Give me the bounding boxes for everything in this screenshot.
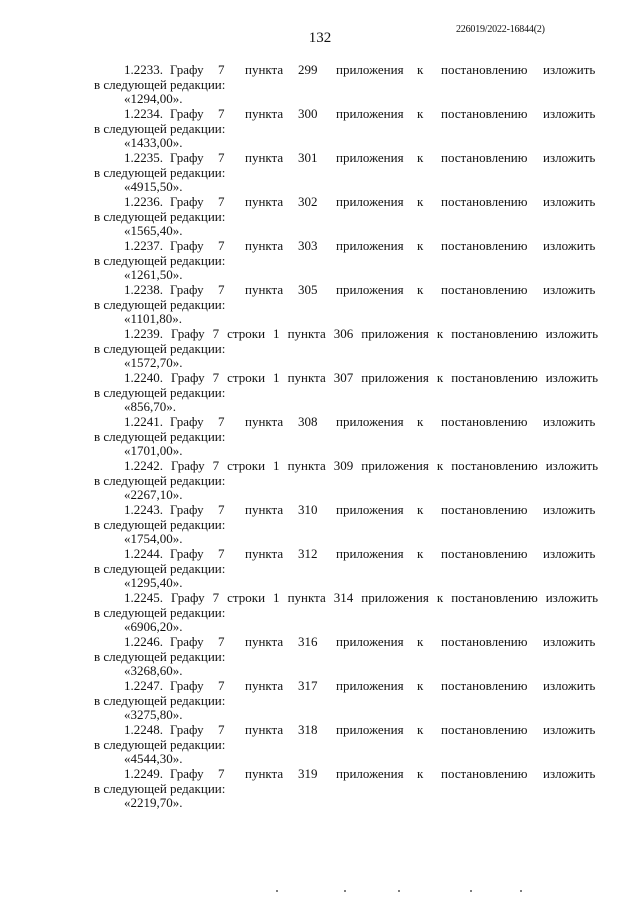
new-value-line	[0, 531, 640, 546]
new-value-line	[0, 179, 640, 194]
amendment-item	[0, 414, 640, 458]
word-postanovleniyu: постановлению	[441, 150, 528, 165]
word-grafu: Графу	[170, 62, 204, 77]
continuation-line	[0, 297, 640, 312]
word-k: к	[417, 62, 424, 77]
word-punkta: пункта	[245, 634, 284, 649]
amendment-item	[0, 238, 640, 282]
column-number: 7	[218, 414, 225, 429]
word-izlozhit: изложить	[543, 766, 596, 781]
amendment-line	[0, 62, 640, 77]
new-value: «856,70».	[124, 399, 176, 414]
new-value: «1294,00».	[124, 91, 183, 106]
new-value: «6906,20».	[124, 619, 183, 634]
column-number: 7	[218, 106, 225, 121]
punkt-number: 317	[298, 678, 318, 693]
word-k: к	[417, 678, 424, 693]
word-punkta: пункта	[245, 678, 284, 693]
amendment-text: 1.2242. Графу 7 строки 1 пункта 309 приложения к постановлению изложить	[124, 458, 598, 473]
word-punkta: пункта	[245, 62, 284, 77]
continuation-text: в следующей редакции:	[94, 472, 226, 488]
word-prilozheniya: приложения	[336, 678, 404, 693]
new-value: «1101,80».	[124, 311, 183, 326]
amendment-line	[0, 634, 640, 649]
amendment-item	[0, 722, 640, 766]
punkt-number: 305	[298, 282, 318, 297]
punkt-number: 299	[298, 62, 318, 77]
word-postanovleniyu: постановлению	[441, 238, 528, 253]
word-k: к	[417, 106, 424, 121]
amendment-text: 1.2245. Графу 7 строки 1 пункта 314 приложения к постановлению изложить	[124, 590, 598, 605]
continuation-line	[0, 385, 640, 400]
new-value-line	[0, 399, 640, 414]
punkt-number: 300	[298, 106, 318, 121]
punkt-number: 303	[298, 238, 318, 253]
new-value-line	[0, 487, 640, 502]
new-value-line	[0, 751, 640, 766]
column-number: 7	[218, 194, 225, 209]
continuation-text: в следующей редакции:	[94, 736, 226, 752]
word-k: к	[417, 238, 424, 253]
column-number: 7	[218, 634, 225, 649]
word-punkta: пункта	[245, 502, 284, 517]
word-punkta: пункта	[245, 414, 284, 429]
item-number: 1.2233.	[124, 62, 163, 77]
amendment-item	[0, 194, 640, 238]
amendment-item	[0, 546, 640, 590]
word-prilozheniya: приложения	[336, 282, 404, 297]
continuation-text: в следующей редакции:	[94, 252, 226, 268]
word-grafu: Графу	[170, 150, 204, 165]
new-value: «1565,40».	[124, 223, 183, 238]
word-grafu: Графу	[170, 678, 204, 693]
word-postanovleniyu: постановлению	[441, 414, 528, 429]
new-value: «2219,70».	[124, 795, 183, 810]
new-value: «4544,30».	[124, 751, 183, 766]
word-k: к	[417, 282, 424, 297]
new-value: «1261,50».	[124, 267, 183, 282]
amendment-line	[0, 370, 640, 385]
word-k: к	[417, 546, 424, 561]
column-number: 7	[218, 546, 225, 561]
word-izlozhit: изложить	[543, 414, 596, 429]
continuation-text: в следующей редакции:	[94, 648, 226, 664]
punkt-number: 308	[298, 414, 318, 429]
continuation-line	[0, 649, 640, 664]
word-prilozheniya: приложения	[336, 62, 404, 77]
amendment-line	[0, 590, 640, 605]
continuation-line	[0, 517, 640, 532]
continuation-text: в следующей редакции:	[94, 516, 226, 532]
item-number: 1.2237.	[124, 238, 163, 253]
new-value-line	[0, 619, 640, 634]
word-grafu: Графу	[170, 502, 204, 517]
amendment-item	[0, 106, 640, 150]
column-number: 7	[218, 678, 225, 693]
new-value: «2267,10».	[124, 487, 183, 502]
new-value: «1433,00».	[124, 135, 183, 150]
amendment-line	[0, 238, 640, 253]
amendment-line	[0, 458, 640, 473]
item-number: 1.2248.	[124, 722, 163, 737]
word-postanovleniyu: постановлению	[441, 502, 528, 517]
item-number: 1.2236.	[124, 194, 163, 209]
amendment-line	[0, 194, 640, 209]
amendment-item	[0, 678, 640, 722]
word-postanovleniyu: постановлению	[441, 62, 528, 77]
continuation-line	[0, 77, 640, 92]
continuation-line	[0, 429, 640, 444]
amendment-item	[0, 150, 640, 194]
word-postanovleniyu: постановлению	[441, 194, 528, 209]
continuation-line	[0, 473, 640, 488]
continuation-line	[0, 209, 640, 224]
amendment-line	[0, 546, 640, 561]
column-number: 7	[218, 150, 225, 165]
word-prilozheniya: приложения	[336, 414, 404, 429]
column-number: 7	[218, 62, 225, 77]
amendment-item	[0, 634, 640, 678]
word-postanovleniyu: постановлению	[441, 766, 528, 781]
item-number: 1.2243.	[124, 502, 163, 517]
word-prilozheniya: приложения	[336, 502, 404, 517]
continuation-text: в следующей редакции:	[94, 340, 226, 356]
continuation-text: в следующей редакции:	[94, 296, 226, 312]
continuation-line	[0, 561, 640, 576]
word-k: к	[417, 502, 424, 517]
word-punkta: пункта	[245, 766, 284, 781]
document-id: 226019/2022-16844(2)	[456, 24, 545, 35]
word-grafu: Графу	[170, 546, 204, 561]
amendment-item	[0, 282, 640, 326]
word-izlozhit: изложить	[543, 238, 596, 253]
item-number: 1.2247.	[124, 678, 163, 693]
continuation-text: в следующей редакции:	[94, 560, 226, 576]
new-value: «1701,00».	[124, 443, 183, 458]
amendment-text: 1.2239. Графу 7 строки 1 пункта 306 приложения к постановлению изложить	[124, 326, 598, 341]
item-number: 1.2235.	[124, 150, 163, 165]
amendment-item	[0, 326, 640, 370]
amendment-line	[0, 722, 640, 737]
word-izlozhit: изложить	[543, 282, 596, 297]
word-postanovleniyu: постановлению	[441, 546, 528, 561]
continuation-line	[0, 341, 640, 356]
word-grafu: Графу	[170, 282, 204, 297]
continuation-line	[0, 121, 640, 136]
word-izlozhit: изложить	[543, 62, 596, 77]
amendment-item	[0, 766, 640, 810]
new-value-line	[0, 91, 640, 106]
new-value: «1754,00».	[124, 531, 183, 546]
word-izlozhit: изложить	[543, 150, 596, 165]
word-prilozheniya: приложения	[336, 106, 404, 121]
word-izlozhit: изложить	[543, 722, 596, 737]
punkt-number: 301	[298, 150, 318, 165]
word-izlozhit: изложить	[543, 502, 596, 517]
word-izlozhit: изложить	[543, 546, 596, 561]
word-punkta: пункта	[245, 150, 284, 165]
word-izlozhit: изложить	[543, 194, 596, 209]
word-punkta: пункта	[245, 722, 284, 737]
word-izlozhit: изложить	[543, 678, 596, 693]
item-number: 1.2241.	[124, 414, 163, 429]
continuation-text: в следующей редакции:	[94, 692, 226, 708]
punkt-number: 312	[298, 546, 318, 561]
word-k: к	[417, 194, 424, 209]
new-value-line	[0, 575, 640, 590]
punkt-number: 316	[298, 634, 318, 649]
new-value-line	[0, 311, 640, 326]
continuation-text: в следующей редакции:	[94, 76, 226, 92]
word-prilozheniya: приложения	[336, 766, 404, 781]
continuation-text: в следующей редакции:	[94, 780, 226, 796]
amendment-item	[0, 370, 640, 414]
column-number: 7	[218, 238, 225, 253]
punkt-number: 302	[298, 194, 318, 209]
word-prilozheniya: приложения	[336, 722, 404, 737]
word-k: к	[417, 414, 424, 429]
continuation-text: в следующей редакции:	[94, 604, 226, 620]
word-punkta: пункта	[245, 546, 284, 561]
continuation-text: в следующей редакции:	[94, 208, 226, 224]
amendment-line	[0, 326, 640, 341]
continuation-line	[0, 693, 640, 708]
continuation-text: в следующей редакции:	[94, 428, 226, 444]
punkt-number: 319	[298, 766, 318, 781]
amendment-item	[0, 590, 640, 634]
amendment-text: 1.2240. Графу 7 строки 1 пункта 307 приложения к постановлению изложить	[124, 370, 598, 385]
word-k: к	[417, 766, 424, 781]
word-postanovleniyu: постановлению	[441, 282, 528, 297]
column-number: 7	[218, 282, 225, 297]
new-value-line	[0, 267, 640, 282]
amendment-line	[0, 106, 640, 121]
new-value-line	[0, 707, 640, 722]
continuation-line	[0, 737, 640, 752]
column-number: 7	[218, 722, 225, 737]
column-number: 7	[218, 502, 225, 517]
word-postanovleniyu: постановлению	[441, 106, 528, 121]
continuation-line	[0, 781, 640, 796]
amendment-item	[0, 502, 640, 546]
continuation-text: в следующей редакции:	[94, 384, 226, 400]
word-grafu: Графу	[170, 238, 204, 253]
word-grafu: Графу	[170, 106, 204, 121]
word-prilozheniya: приложения	[336, 634, 404, 649]
new-value: «1572,70».	[124, 355, 183, 370]
new-value-line	[0, 795, 640, 810]
amendment-line	[0, 678, 640, 693]
word-k: к	[417, 634, 424, 649]
word-grafu: Графу	[170, 634, 204, 649]
new-value-line	[0, 223, 640, 238]
new-value-line	[0, 135, 640, 150]
word-punkta: пункта	[245, 106, 284, 121]
new-value: «4915,50».	[124, 179, 183, 194]
amendment-line	[0, 766, 640, 781]
word-grafu: Графу	[170, 194, 204, 209]
new-value: «1295,40».	[124, 575, 183, 590]
page-number: 132	[308, 30, 332, 46]
word-postanovleniyu: постановлению	[441, 634, 528, 649]
new-value: «3275,80».	[124, 707, 183, 722]
continuation-line	[0, 165, 640, 180]
amendment-item	[0, 62, 640, 106]
item-number: 1.2244.	[124, 546, 163, 561]
word-postanovleniyu: постановлению	[441, 678, 528, 693]
word-k: к	[417, 150, 424, 165]
amendment-line	[0, 282, 640, 297]
amendment-list	[0, 62, 640, 810]
new-value-line	[0, 663, 640, 678]
word-punkta: пункта	[245, 194, 284, 209]
continuation-text: в следующей редакции:	[94, 164, 226, 180]
word-postanovleniyu: постановлению	[441, 722, 528, 737]
continuation-text: в следующей редакции:	[94, 120, 226, 136]
word-grafu: Графу	[170, 414, 204, 429]
word-prilozheniya: приложения	[336, 238, 404, 253]
column-number: 7	[218, 766, 225, 781]
amendment-item	[0, 458, 640, 502]
word-punkta: пункта	[245, 238, 284, 253]
amendment-line	[0, 502, 640, 517]
new-value: «3268,60».	[124, 663, 183, 678]
item-number: 1.2234.	[124, 106, 163, 121]
footer-scan-marks	[0, 890, 640, 896]
amendment-line	[0, 150, 640, 165]
word-grafu: Графу	[170, 722, 204, 737]
word-izlozhit: изложить	[543, 634, 596, 649]
item-number: 1.2249.	[124, 766, 163, 781]
continuation-line	[0, 605, 640, 620]
word-prilozheniya: приложения	[336, 150, 404, 165]
word-k: к	[417, 722, 424, 737]
word-punkta: пункта	[245, 282, 284, 297]
word-grafu: Графу	[170, 766, 204, 781]
word-izlozhit: изложить	[543, 106, 596, 121]
word-prilozheniya: приложения	[336, 194, 404, 209]
punkt-number: 318	[298, 722, 318, 737]
new-value-line	[0, 355, 640, 370]
item-number: 1.2238.	[124, 282, 163, 297]
punkt-number: 310	[298, 502, 318, 517]
word-prilozheniya: приложения	[336, 546, 404, 561]
item-number: 1.2246.	[124, 634, 163, 649]
new-value-line	[0, 443, 640, 458]
continuation-line	[0, 253, 640, 268]
amendment-line	[0, 414, 640, 429]
